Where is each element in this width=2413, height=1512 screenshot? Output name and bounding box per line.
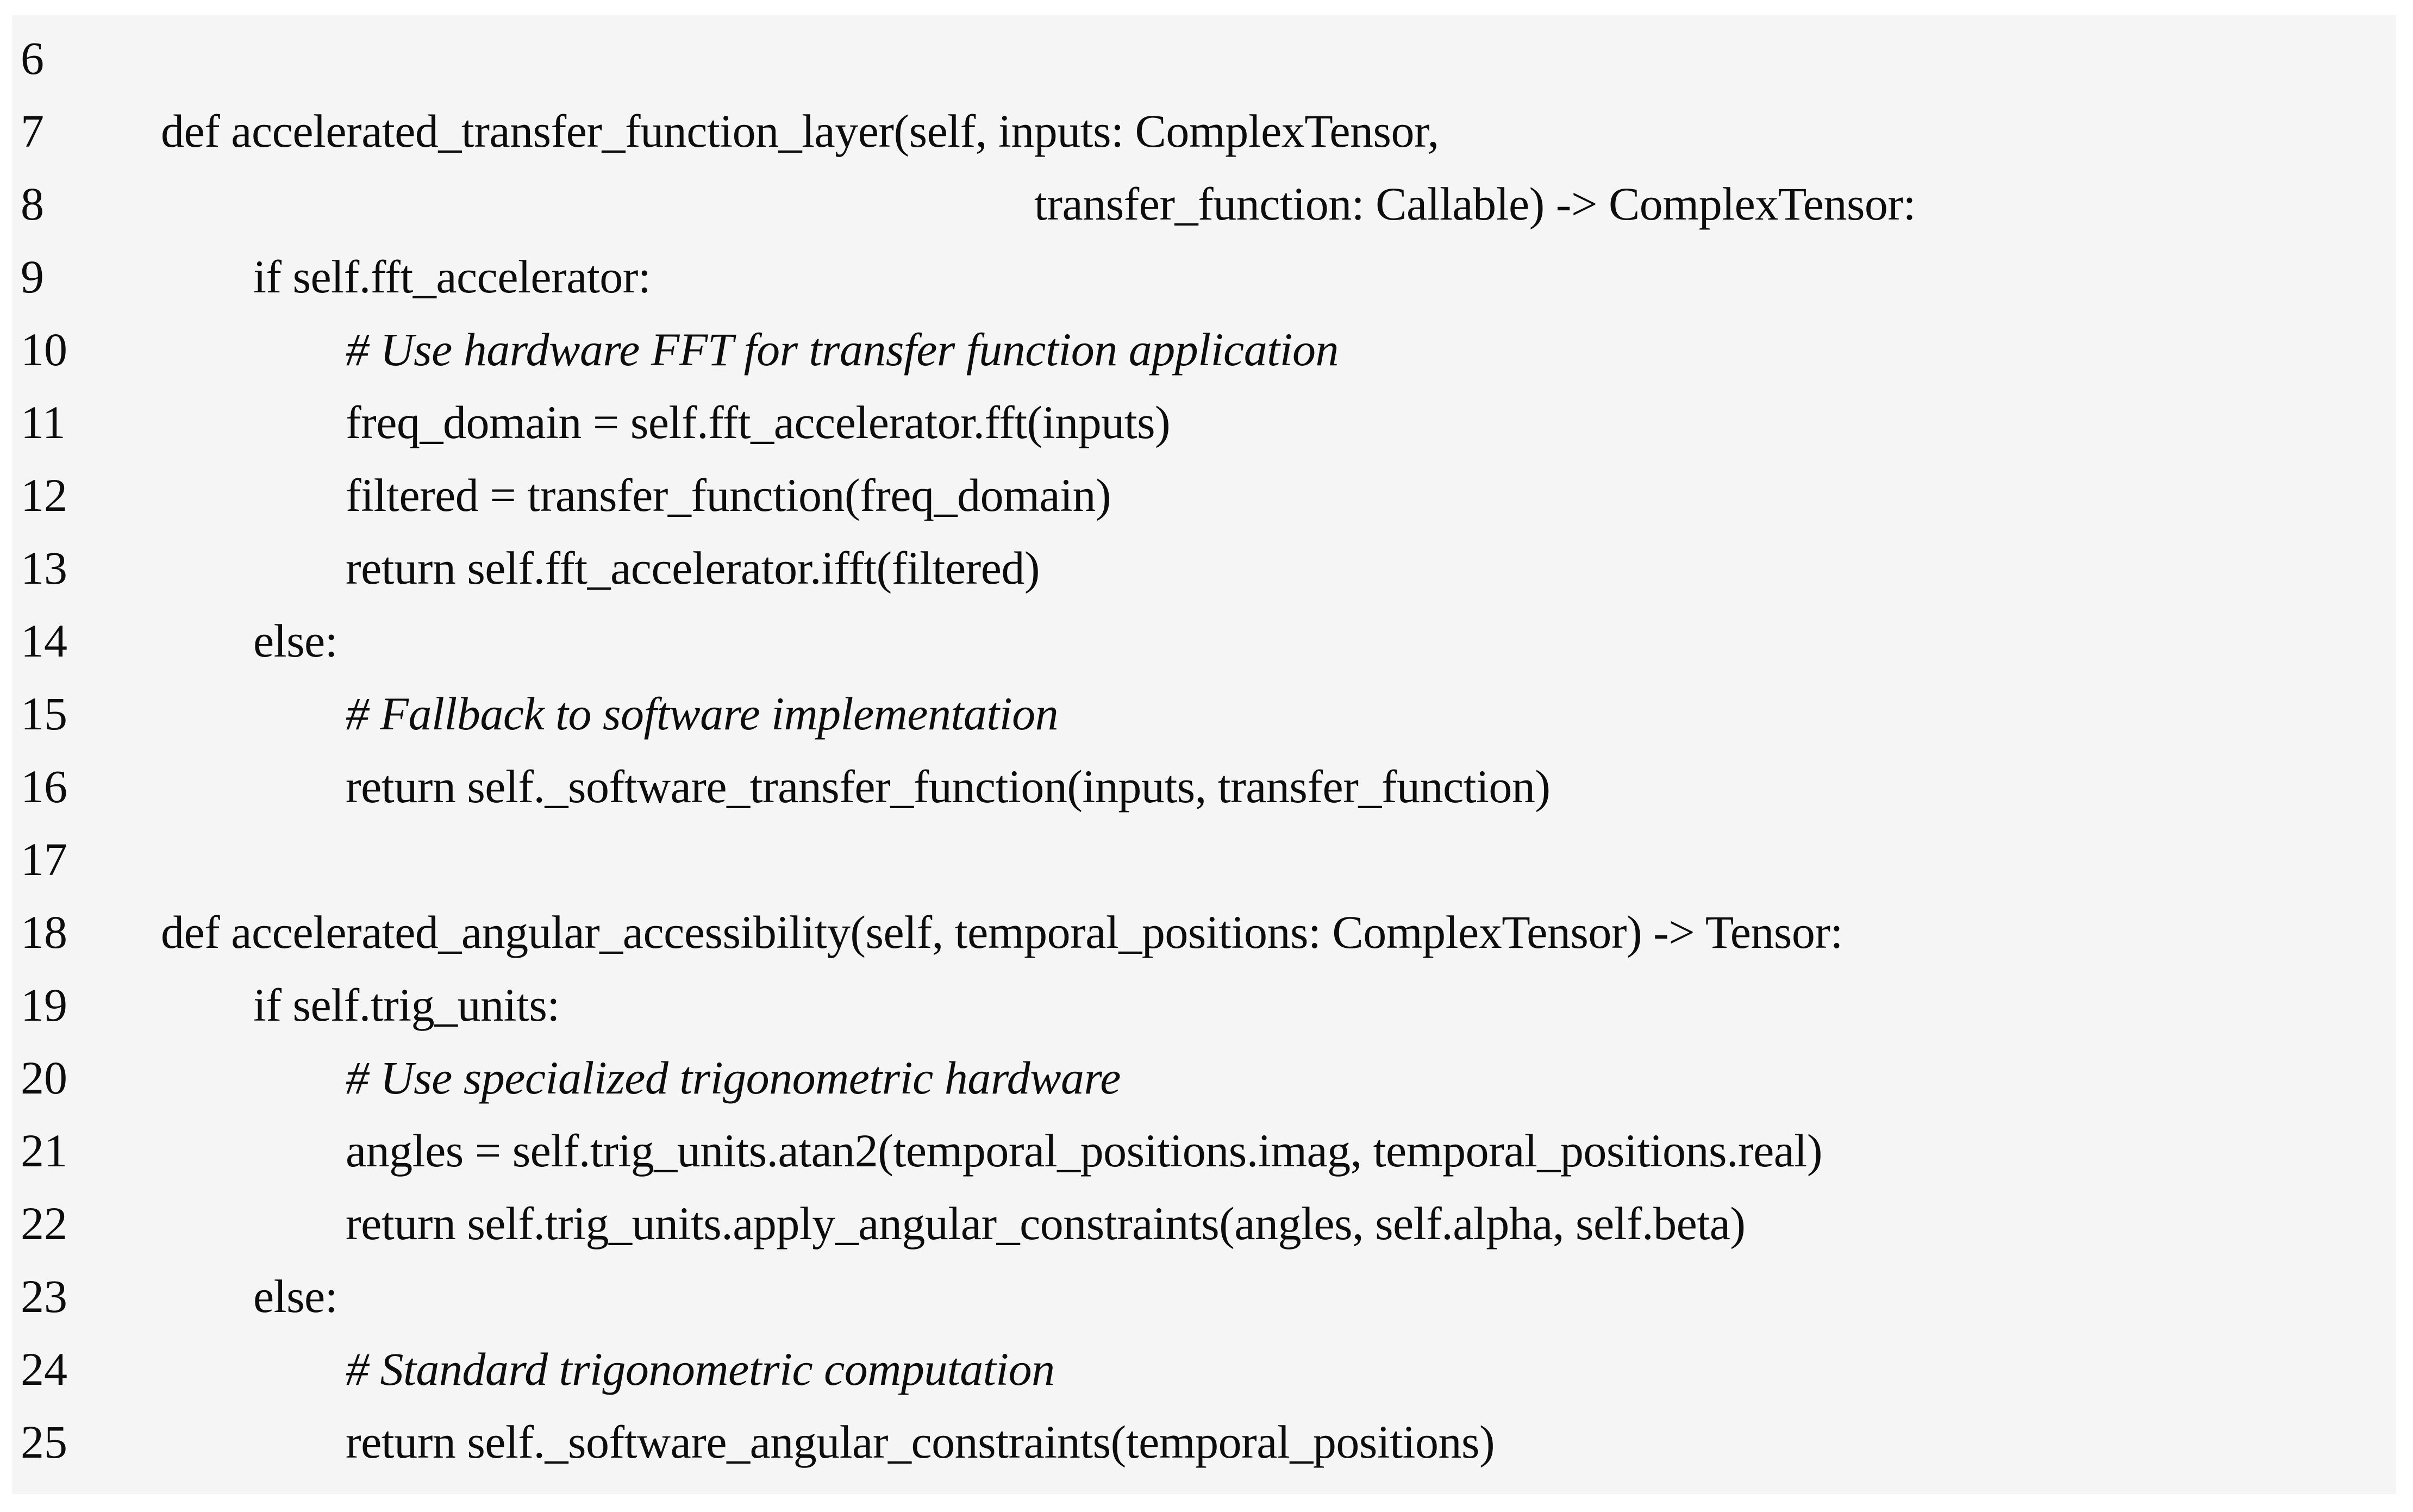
code-line [21,22,2396,95]
line-number: 15 [21,688,67,740]
line-number: 22 [21,1197,67,1249]
code-line [21,823,2396,896]
line-code-text: # Use specialized trigonometric hardware [346,1052,1121,1104]
line-code-text: angles = self.trig_units.atan2(temporal_positions.imag, temporal_positions.real) [346,1124,1822,1177]
code-line [21,604,2396,677]
line-number: 23 [21,1270,67,1322]
code-line [21,167,2396,240]
line-number: 8 [21,178,44,230]
line-number: 19 [21,979,67,1031]
code-line [21,1114,2396,1187]
line-code-text: def accelerated_transfer_function_layer(self, inputs: ComplexTensor, [161,105,1439,157]
line-code-text: return self._software_transfer_function(inputs, transfer_function) [346,760,1551,813]
line-number: 17 [21,833,67,885]
code-line [21,95,2396,167]
line-code-text: return self.trig_units.apply_angular_constraints(angles, self.alpha, self.beta) [346,1197,1746,1249]
code-line [21,313,2396,386]
line-code-text: # Standard trigonometric computation [346,1343,1055,1395]
line-number: 7 [21,105,44,157]
line-code-text: if self.fft_accelerator: [253,251,651,303]
line-number: 16 [21,760,67,813]
line-code-text: else: [253,1270,338,1322]
line-code-text: else: [253,615,338,667]
line-number: 9 [21,251,44,303]
line-number: 18 [21,906,67,958]
line-code-text: if self.trig_units: [253,979,560,1031]
line-code-text: def accelerated_angular_accessibility(self, temporal_positions: ComplexTensor) -> Tensor: [161,906,1843,958]
code-line [21,532,2396,604]
line-number: 24 [21,1343,67,1395]
code-line [21,240,2396,313]
line-code-text: return self._software_angular_constraints(temporal_positions) [346,1416,1495,1468]
line-number: 20 [21,1052,67,1104]
line-number: 11 [21,396,66,448]
line-number: 14 [21,615,67,667]
code-line [21,750,2396,823]
line-number: 12 [21,469,67,521]
line-number: 25 [21,1416,67,1468]
code-line [21,1333,2396,1405]
code-line [21,1405,2396,1478]
code-line [21,386,2396,459]
code-listing-panel [12,15,2396,1494]
line-code-text: return self.fft_accelerator.ifft(filtered) [346,542,1040,594]
code-line [21,677,2396,750]
code-line [21,459,2396,532]
line-number: 10 [21,323,67,376]
line-number: 6 [21,32,44,84]
code-lines [12,15,2396,1478]
line-number: 21 [21,1124,67,1177]
line-code-text: # Fallback to software implementation [346,688,1059,740]
code-line [21,1260,2396,1333]
code-line [21,896,2396,969]
code-line [21,1187,2396,1260]
line-code-text: freq_domain = self.fft_accelerator.fft(inputs) [346,396,1171,448]
code-line [21,1041,2396,1114]
code-line [21,969,2396,1041]
line-code-text: # Use hardware FFT for transfer function application [346,323,1339,376]
line-code-text: transfer_function: Callable) -> ComplexTensor: [1034,178,1916,230]
line-code-text: filtered = transfer_function(freq_domain) [346,469,1111,521]
line-number: 13 [21,542,67,594]
